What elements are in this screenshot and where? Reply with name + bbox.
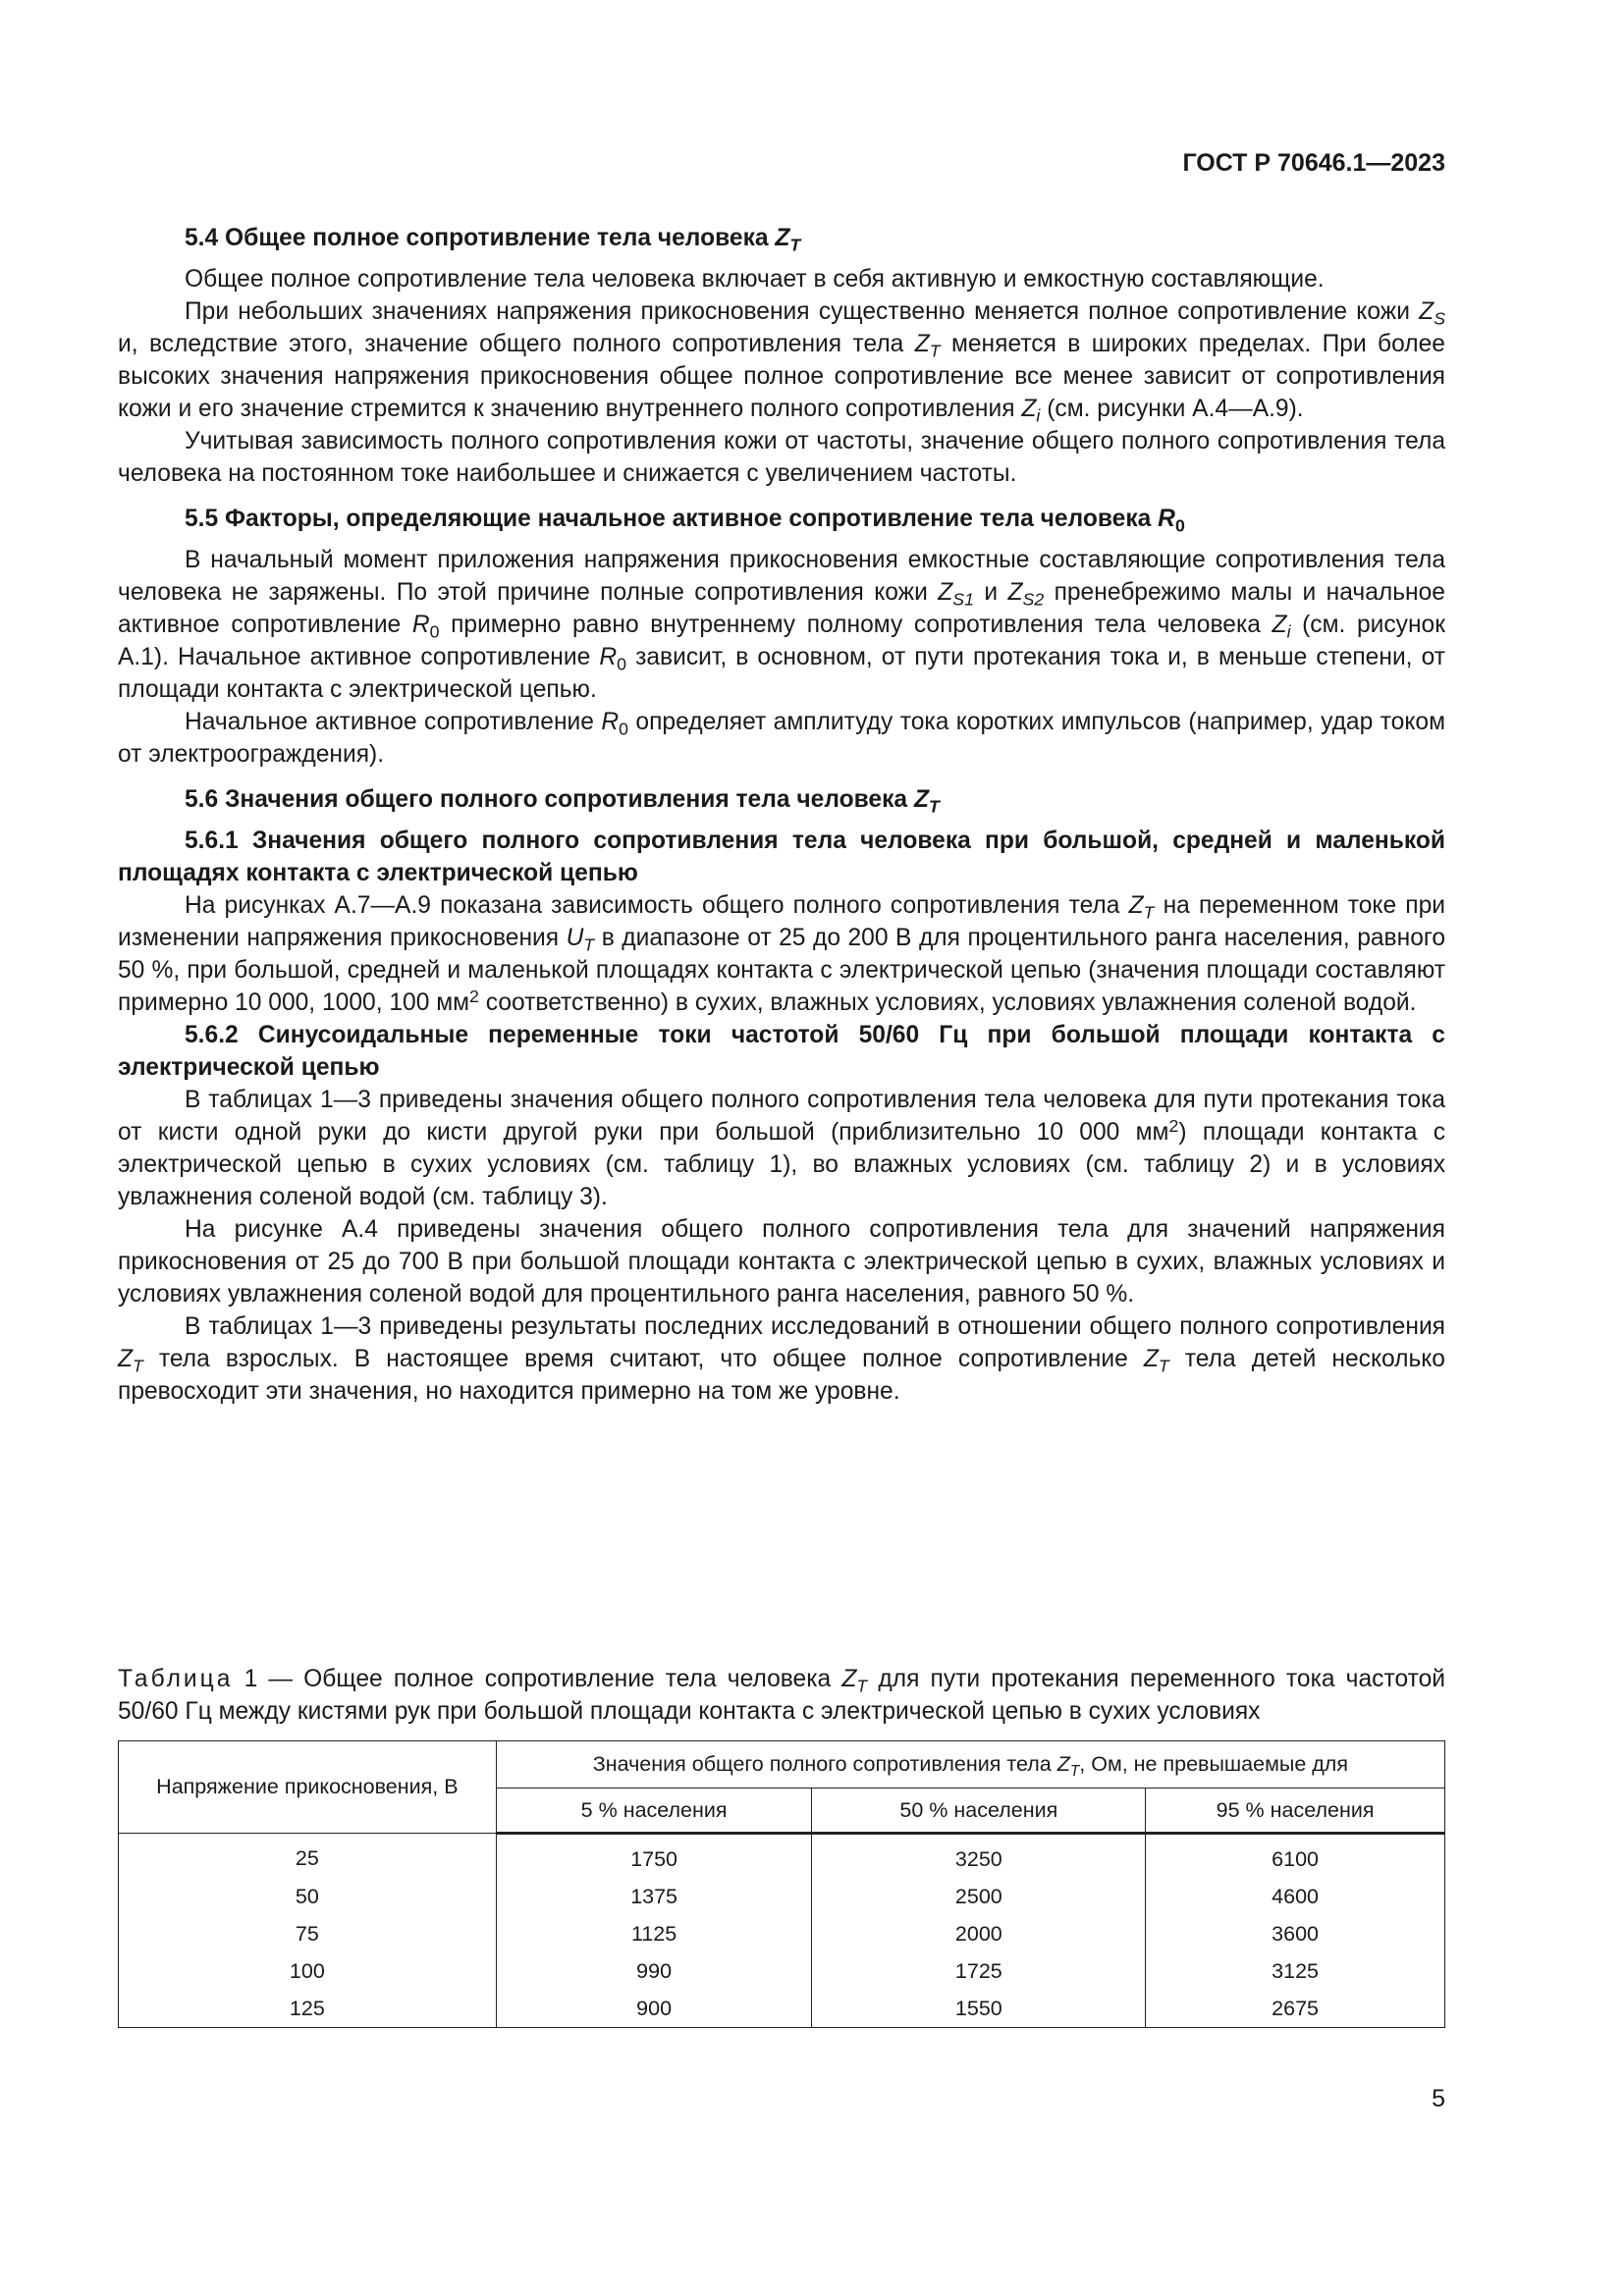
table-cell: 3125 — [1146, 1952, 1445, 1990]
section-5-4-heading: 5.4 Общее полное сопротивление тела человека $Z_T$ — [185, 225, 801, 255]
table-cell: 125 — [119, 1990, 497, 2028]
table-cell: 1750 — [496, 1834, 812, 1879]
section-5-5-paragraph-1: В начальный момент приложения напряжения прикосновения емкостные составляющие сопротивления тела человека не заряжены. По этой причине полные сопротивления кожи $Z_{S1}$ и $Z_{S2}$ пренебрежимо малы и начальное активное сопротивление $R_0$ примерно равно внутреннему полному сопротивления тела человека $Z_i$ (см. рисунок А.1). Начальное активное сопротивление $R_0$ зависит, в основном, от пути протекания тока и, в меньше степени, от площади контакта с электрической цепью. — [118, 547, 1445, 703]
column-header-voltage: Напряжение прикосновения, В — [119, 1741, 497, 1834]
section-5-6-2-heading: 5.6.2 Синусоидальные переменные токи частотой 50/60 Гц при большой площади контакта с электрической цепью — [118, 1022, 1445, 1081]
section-5-4-paragraph-3: Учитывая зависимость полного сопротивления кожи от частоты, значение общего полного сопротивления тела человека на постоянном токе наибольшее и снижается с увеличением частоты. — [118, 428, 1445, 487]
table-cell: 25 — [119, 1834, 497, 1879]
section-5-6-2-paragraph-3: В таблицах 1—3 приведены результаты последних исследований в отношении общего полного сопротивления $Z_T$ тела взрослых. В настоящее время считают, что общее полное сопротивление $Z_T$ тела детей несколько превосходит эти значения, но находится примерно на том же уровне. — [118, 1313, 1445, 1405]
table-cell: 100 — [119, 1952, 497, 1990]
table-cell: 2000 — [812, 1915, 1146, 1952]
page-number: 5 — [1432, 2085, 1445, 2112]
section-5-6-2-paragraph-2: На рисунке А.4 приведены значения общего полного сопротивления тела для значений напряжения прикосновения от 25 до 700 В при большой площади контакта с электрической цепью в сухих, влажных условиях и условиях увлажнения соленой водой для процентильного ранга населения, равного 50 %. — [118, 1216, 1445, 1308]
table-cell: 2500 — [812, 1878, 1146, 1915]
table-cell: 6100 — [1146, 1834, 1445, 1879]
column-header-50-percent: 50 % населения — [812, 1789, 1146, 1834]
section-5-6-heading: 5.6 Значения общего полного сопротивления тела человека $Z_T$ — [185, 786, 940, 817]
section-5-4-paragraph-1: Общее полное сопротивление тела человека включает в себя активную и емкостную составляющие. — [185, 266, 1325, 293]
column-header-5-percent: 5 % населения — [496, 1789, 812, 1834]
section-5-6-2-paragraph-1: В таблицах 1—3 приведены значения общего полного сопротивления тела человека для пути протекания тока от кисти одной руки до кисти другой руки при большой (приблизительно 10 000 $мм^2$) площади контакта с электрической цепью в сухих условиях (см. таблицу 1), во влажных условиях (см. таблицу 2) и в условиях увлажнения соленой водой (см. таблицу 3). — [118, 1087, 1446, 1210]
table-cell: 990 — [496, 1952, 812, 1990]
table-cell: 1550 — [812, 1990, 1146, 2028]
section-5-5-paragraph-2: Начальное активное сопротивление $R_0$ определяет амплитуду тока коротких импульсов (например, удар током от электроограждения). — [118, 709, 1445, 768]
table-cell: 1125 — [496, 1915, 812, 1952]
column-group-header: Значения общего полного сопротивления тела $Z_T$, Ом, не превышаемые для — [496, 1741, 1444, 1789]
document-id-header: ГОСТ Р 70646.1—2023 — [1182, 149, 1445, 177]
section-5-6-1-paragraph: На рисунках А.7—А.9 показана зависимость общего полного сопротивления тела $Z_T$ на переменном токе при изменении напряжения прикосновения $U_T$ в диапазоне от 25 до 200 В для процентильного ранга населения, равного 50 %, при большой, средней и маленькой площадях контакта с электрической цепью (значения площади составляют примерно 10 000, 1000, 100 $мм^2$ соответственно) в сухих, влажных условиях, условиях увлажнения соленой водой. — [118, 892, 1445, 1016]
table-row — [119, 1952, 1445, 1990]
table-cell: 2675 — [1146, 1990, 1445, 2028]
table-row — [119, 1915, 1445, 1952]
table-cell: 1725 — [812, 1952, 1146, 1990]
body-text — [118, 222, 1445, 1408]
section-5-5-heading: 5.5 Факторы, определяющие начальное активное сопротивление тела человека $R_0$ — [185, 506, 1185, 536]
table-row — [119, 1834, 1445, 1879]
column-header-95-percent: 95 % населения — [1146, 1789, 1445, 1834]
table-cell: 50 — [119, 1878, 497, 1915]
table-cell: 3600 — [1146, 1915, 1445, 1952]
table-cell: 75 — [119, 1915, 497, 1952]
impedance-table — [118, 1740, 1445, 2028]
table-cell: 1375 — [496, 1878, 812, 1915]
table-cell: 900 — [496, 1990, 812, 2028]
section-5-4-paragraph-2: При небольших значениях напряжения прикосновения существенно меняется полное сопротивление кожи $Z_S$ и, вследствие этого, значение общего полного сопротивления тела $Z_T$ меняется в широких пределах. При более высоких значения напряжения прикосновения общее полное сопротивление все менее зависит от сопротивления кожи и его значение стремится к значению внутреннего полного сопротивления $Z_i$ (см. рисунки А.4—А.9). — [118, 298, 1445, 426]
table-row — [119, 1990, 1445, 2028]
table-row — [119, 1878, 1445, 1915]
table-caption: Таблица 1 — Общее полное сопротивление тела человека $Z_T$ для пути протекания переменного тока частотой 50/60 Гц между кистями рук при большой площади контакта с электрической цепью в сухих условиях — [118, 1666, 1446, 1725]
section-5-6-1-heading: 5.6.1 Значения общего полного сопротивления тела человека при большой, средней и маленькой площадях контакта с электрической цепью — [118, 828, 1445, 886]
table-cell: 3250 — [812, 1834, 1146, 1879]
table-cell: 4600 — [1146, 1878, 1445, 1915]
